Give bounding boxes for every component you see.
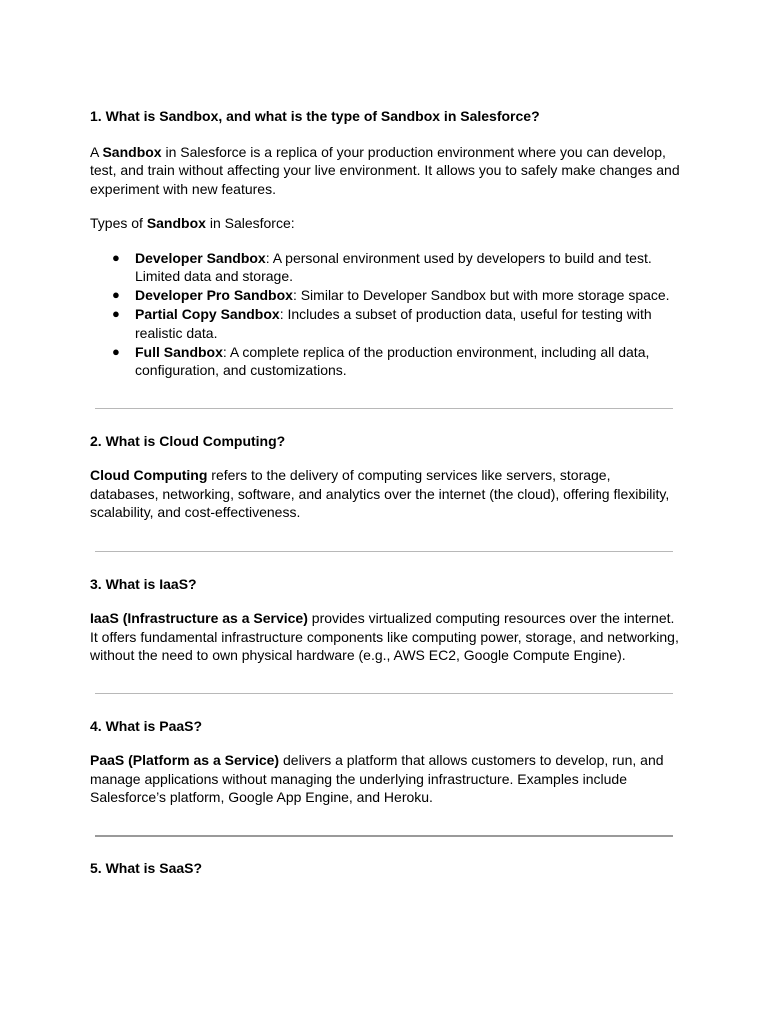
section-iaas <box>90 575 680 665</box>
sandbox-types-list <box>90 249 680 380</box>
bullet-icon: ● <box>112 343 120 359</box>
paas-paragraph <box>90 751 680 807</box>
bullet-icon: ● <box>112 287 120 302</box>
types-text: in Salesforce: <box>205 215 295 231</box>
body-text: refers to the delivery of computing services like servers, storage, databases, networking, software, and analytics over the internet (the cloud), offering flexibility, scalability, and cost-effectiveness. <box>90 467 670 520</box>
types-bold-term: Sandbox <box>146 215 206 231</box>
list-item <box>90 305 680 342</box>
list-item-term: Developer Pro Sandbox <box>135 287 293 303</box>
section-heading: 2. What is Cloud Computing? <box>90 432 286 449</box>
list-item-term: Partial Copy Sandbox <box>135 306 280 322</box>
list-item-term: Full Sandbox <box>135 343 223 360</box>
sandbox-intro-paragraph <box>90 143 680 199</box>
horizontal-divider <box>95 835 673 837</box>
section-heading: 3. What is IaaS? <box>90 575 197 592</box>
body-bold-term: Cloud Computing <box>90 467 208 483</box>
body-bold-term: IaaS (Infrastructure as a Service) <box>90 610 308 626</box>
iaas-paragraph <box>90 609 680 665</box>
list-item <box>90 286 680 305</box>
section-sandbox <box>90 107 680 380</box>
section-heading: 5. What is SaaS? <box>90 859 203 876</box>
document-page <box>90 107 680 893</box>
horizontal-divider <box>95 693 673 694</box>
list-item-text: : A personal environment used by developers to build and test. Limited data and storage. <box>135 249 652 284</box>
list-item-term: Developer Sandbox <box>135 249 266 266</box>
list-item-text: : Includes a subset of production data, useful for testing with realistic data. <box>135 306 652 341</box>
list-item-text: : Similar to Developer Sandbox but with more storage space. <box>292 287 670 303</box>
section-heading: 1. What is Sandbox, and what is the type of Sandbox in Salesforce? <box>90 108 540 124</box>
cloud-computing-paragraph <box>90 466 680 522</box>
list-item <box>90 249 680 286</box>
list-item <box>90 343 680 380</box>
bullet-icon: ● <box>112 306 120 321</box>
section-saas <box>90 859 680 878</box>
bullet-icon: ● <box>112 249 120 265</box>
body-text: delivers a platform that allows customers to develop, run, and manage applications without managing the underlying infrastructure. Examples include Salesforce’s platform, Google App Engine, and Heroku. <box>90 752 664 805</box>
intro-text: A <box>90 143 103 160</box>
section-paas <box>90 717 680 807</box>
list-item-text: : A complete replica of the production environment, including all data, configuration, and customizations. <box>135 343 650 378</box>
body-bold-term: PaaS (Platform as a Service) <box>90 752 280 768</box>
intro-bold-term: Sandbox <box>102 143 162 160</box>
intro-text: in Salesforce is a replica of your production environment where you can develop, test, and train without affecting your live environment. It allows you to safely make changes and experiment with new features. <box>90 143 680 197</box>
sandbox-types-line <box>90 214 680 233</box>
body-text: provides virtualized computing resources over the internet. It offers fundamental infrastructure components like computing power, storage, and networking, without the need to own physical hardware (e.g., AWS EC2, Google Compute Engine). <box>90 610 679 663</box>
horizontal-divider <box>95 408 673 409</box>
horizontal-divider <box>95 551 673 552</box>
section-heading: 4. What is PaaS? <box>90 717 203 734</box>
section-cloud-computing <box>90 432 680 522</box>
types-text: Types of <box>90 215 147 231</box>
